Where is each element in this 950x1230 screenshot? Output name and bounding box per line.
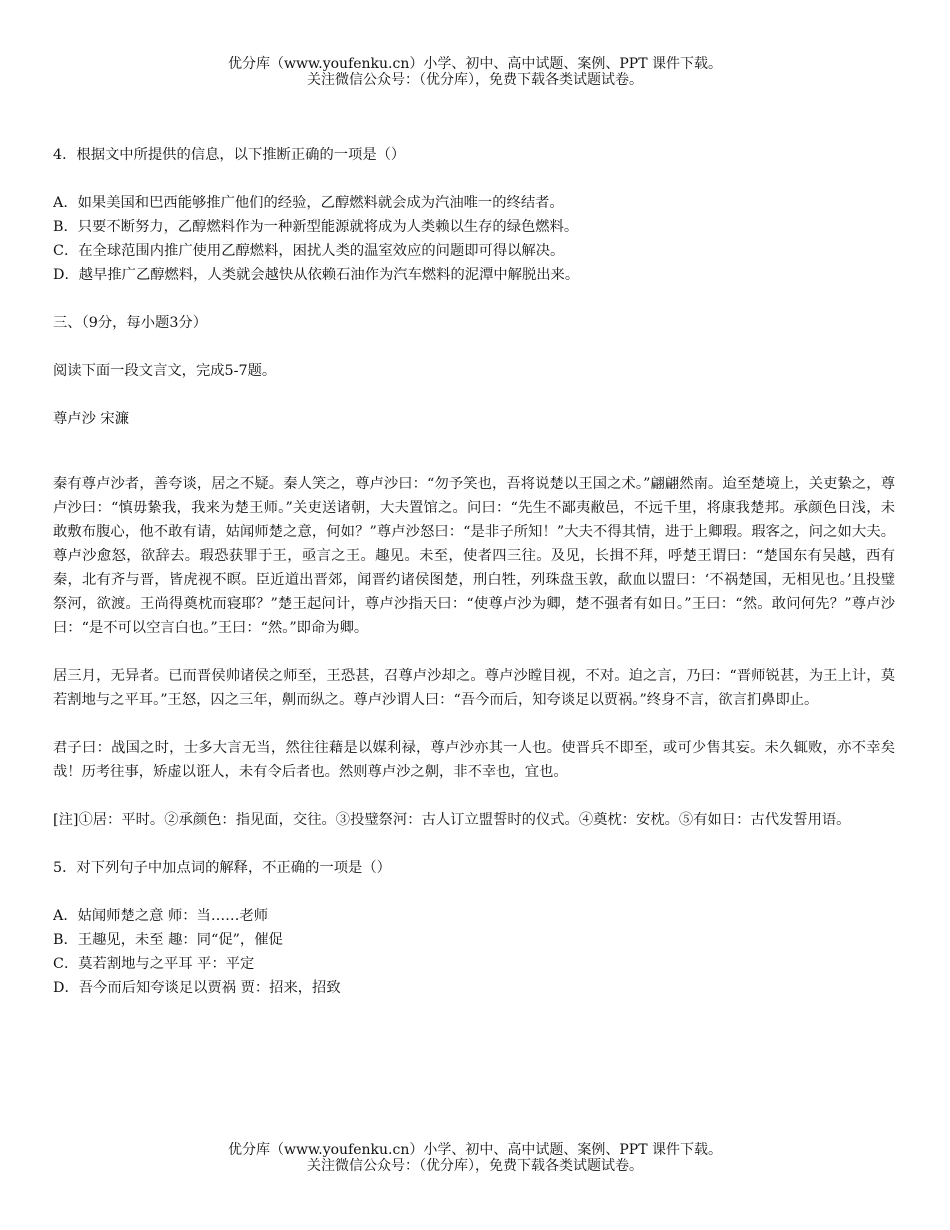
question-4-option-c: C．在全球范围内推广使用乙醇燃料，困扰人类的温室效应的问题即可得以解决。 (53, 243, 565, 259)
question-5-option-c: C．莫若割地与之平耳 平：平定 (53, 956, 255, 972)
question-4-stem: 4．根据文中所提供的信息，以下推断正确的一项是（） (53, 147, 406, 163)
passage-notes: [注]①居：平时。②承颜色：指见面，交往。③投璧祭河：古人订立盟誓时的仪式。④奠枕：安枕。⑤有如日：古代发誓用语。 (53, 812, 851, 828)
question-5-options (53, 904, 895, 1000)
passage-paragraph-3: 君子曰：战国之时，士多大言无当，然往往藉是以媒利禄，尊卢沙亦其一人也。使晋兵不即至，或可少售其妄。未久辄败，亦不幸矣哉！历考往事，矫虚以诳人，未有令后者也。然则尊卢沙之劓，非不幸也，宜也。 (53, 740, 895, 780)
question-4-option-d: D．越早推广乙醇燃料，人类就会越快从依赖石油作为汽车燃料的泥潭中解脱出来。 (53, 267, 580, 283)
question-5-option-d: D．吾今而后知夸谈足以贾祸 贾：招来，招致 (53, 980, 341, 996)
section-3-heading: 三、（9分，每小题3分） (53, 315, 208, 331)
section-3-instruction: 阅读下面一段文言文，完成5-7题。 (53, 363, 277, 379)
document-body (53, 143, 895, 1000)
passage-paragraph-2: 居三月，无异者。已而晋侯帅诸侯之师至，王恐甚，召尊卢沙却之。尊卢沙瞠目视，不对。迫之言，乃曰：“晋师锐甚，为王上计，莫若割地与之平耳。”王怒，囚之三年，劓而纵之。尊卢沙谓人曰：“吾今而后，知夸谈足以贾祸。”终身不言，欲言扪鼻即止。 (53, 668, 895, 708)
question-5-stem: 5．对下列句子中加点词的解释，不正确的一项是（） (53, 860, 391, 876)
question-4-options (53, 191, 895, 287)
header-line-1: 优分库（www.youfenku.cn）小学、初中、高中试题、案例、PPT 课件下载。 (227, 56, 722, 72)
passage-paragraph-1: 秦有尊卢沙者，善夸谈，居之不疑。秦人笑之，尊卢沙曰：“勿予笑也，吾将说楚以王国之术。”翩翩然南。迨至楚境上，关吏絷之，尊卢沙曰：“慎毋絷我，我来为楚王师。”关吏送诸朝，大夫置馆之。问曰：“先生不鄙夷敝邑，不远千里，将康我楚邦。承颜色日浅，未敢敷布腹心，他不敢有请，姑闻师楚之意，何如？”尊卢沙怒曰：“是非子所知！”大夫不得其情，进于上卿瑕。瑕客之，问之如大夫。尊卢沙愈怒，欲辞去。瑕恐获罪于王，亟言之王。趣见。未至，使者四三往。及见，长揖不拜，呼楚王谓曰：“楚国东有吴越，西有秦，北有齐与晋，皆虎视不瞑。臣近道出晋郊，闻晋约诸侯图楚，刑白牲，列珠盘玉敦，歃血以盟曰：‘不祸楚国，无相见也。’且投璧祭河，欲渡。王尚得奠枕而寝耶？”楚王起问计，尊卢沙指天曰：“使尊卢沙为卿，楚不强者有如日。”王曰：“然。敢问何先？”尊卢沙曰：“是不可以空言白也。”王曰：“然。”即命为卿。 (53, 476, 895, 636)
page-header (0, 56, 950, 88)
question-4-option-b: B．只要不断努力，乙醇燃料作为一种新型能源就将成为人类赖以生存的绿色燃料。 (53, 219, 579, 235)
header-line-2: 关注微信公众号：（优分库），免费下载各类试题试卷。 (307, 72, 643, 88)
question-5-option-a: A．姑闻师楚之意 师：当……老师 (53, 908, 269, 924)
passage-title: 尊卢沙 宋濂 (53, 411, 130, 427)
page-footer (0, 1142, 950, 1174)
question-4-option-a: A．如果美国和巴西能够推广他们的经验，乙醇燃料就会成为汽油唯一的终结者。 (53, 195, 564, 211)
question-5-option-b: B．王趣见，未至 趣：同“促”，催促 (53, 932, 283, 948)
footer-line-1: 优分库（www.youfenku.cn）小学、初中、高中试题、案例、PPT 课件下载。 (227, 1142, 722, 1158)
footer-line-2: 关注微信公众号：（优分库），免费下载各类试题试卷。 (307, 1158, 643, 1174)
